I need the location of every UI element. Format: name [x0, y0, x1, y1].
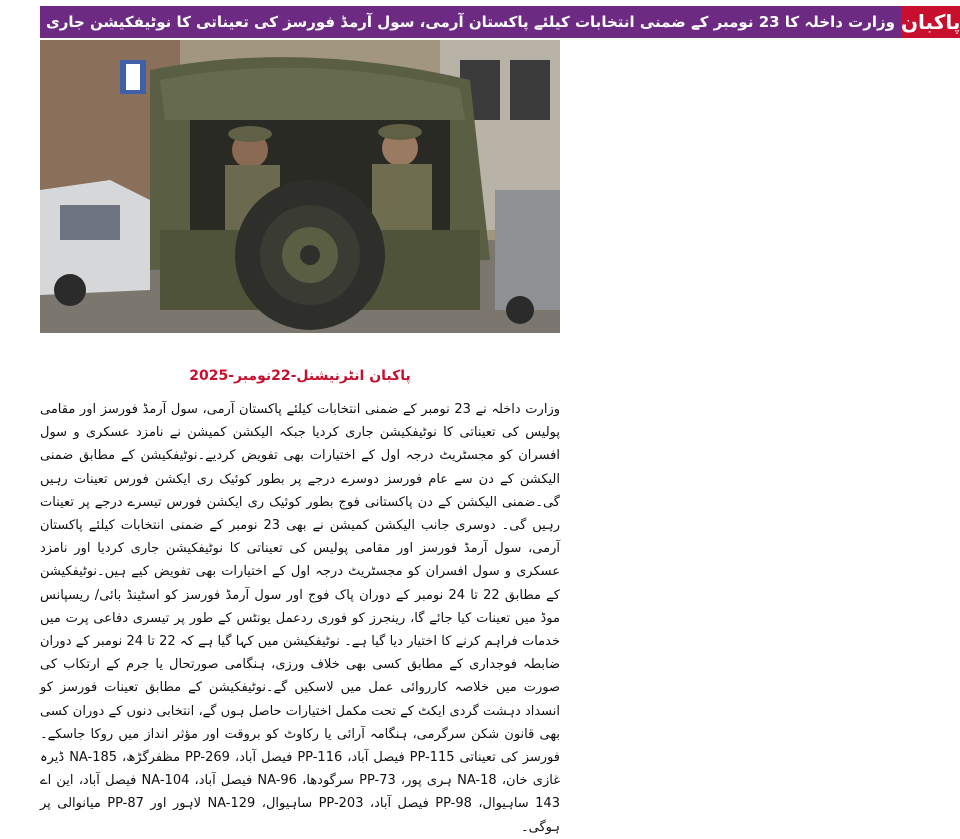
article-body: وزارت داخلہ نے 23 نومبر کے ضمنی انتخابات کیلئے پاکستان آرمی، سول آرمڈ فورسز اور مقامی پولیس کی تعیناتی کا نوٹیفکیشن جاری کردیا جبکہ الیکشن کمیشن نے نامزد عسکری و سول افسران کو مجسٹریٹ درجہ اول کے اختیارات بھی تفویض کردیے۔نوٹیفکیشن کے مطابق ضمنی الیکشن کے دن سے عام فورسز دوسرے درجے پر بطور کوئیک ری ایکشن فورس تعینات رہیں گی۔ضمنی الیکشن کے دن پاکستانی فوج بطور کوئیک ری ایکشن فورس تیسرے درجے پر تعینات رہیں گی۔ دوسری جانب الیکشن کمیشن نے بھی 23 نومبر کے ضمنی انتخابات کیلئے پاکستان آرمی، سول آرمڈ فورسز اور مقامی پولیس کی تعیناتی کا نوٹیفکیشن جاری کردیا اور نامزد عسکری و سول افسران کو مجسٹریٹ درجہ اول کے اختیارات بھی تفویض کیے ہیں۔نوٹیفکیشن کے مطابق 22 تا 24 نومبر کے دوران پاک فوج اور سول آرمڈ فورسز کو اسٹینڈ بائی/ ریسپانس موڈ میں تعینات کیا جائے گا، رینجرز کو فوری ردعمل یونٹس کے طور پر تیسری دفاعی پرت میں خدمات فراہم کرنے کا اختیار دیا گیا ہے۔ نوٹیفکیشن میں کہا گیا ہے کہ 22 تا 24 نومبر کے دوران ضابطہ فوجداری کے مطابق کسی بھی خلاف ورزی، ہنگامی صورتحال یا جرم کے ارتکاب کی صورت میں خلاصہ کارروائی عمل میں لاسکیں گے۔نوٹیفکیشن کے مطابق تعینات فورسز کو انسداد دہشت گردی ایکٹ کے تحت مکمل اختیارات حاصل ہوں گے، انتخابی دنوں کے دوران کسی بھی قانون شکن سرگرمی، ہنگامہ آرائی یا رکاوٹ کو بروقت اور مؤثر انداز میں روکا جاسکے۔فورسز کی تعیناتی PP-115 فیصل آباد، PP-116 فیصل آباد، PP-269 مظفرگڑھ، NA-185 ڈیرہ غازی خان، NA-18 ہری پور، PP-73 سرگودھا، NA-96 فیصل آباد، NA-104 فیصل آباد، این اے 143 ساہیوال، PP-98 فیصل آباد، PP-203 ساہیوال، NA-129 لاہور اور PP-87 میانوالی پر ہوگی۔	[40, 402, 560, 835]
brand-logo: پاکبان	[901, 6, 960, 38]
news-photo	[40, 40, 560, 333]
headline-banner	[40, 6, 960, 38]
headline: وزارت داخلہ کا 23 نومبر کے ضمنی انتخابات کیلئے پاکستان آرمی، سول آرمڈ فورسز کی تعیناتی کا نوٹیفکیشن جاری	[40, 6, 901, 38]
army-jeep-photo-icon	[40, 40, 560, 333]
dateline: پاکبان انٹرنیشنل-22نومبر-2025	[189, 368, 411, 384]
